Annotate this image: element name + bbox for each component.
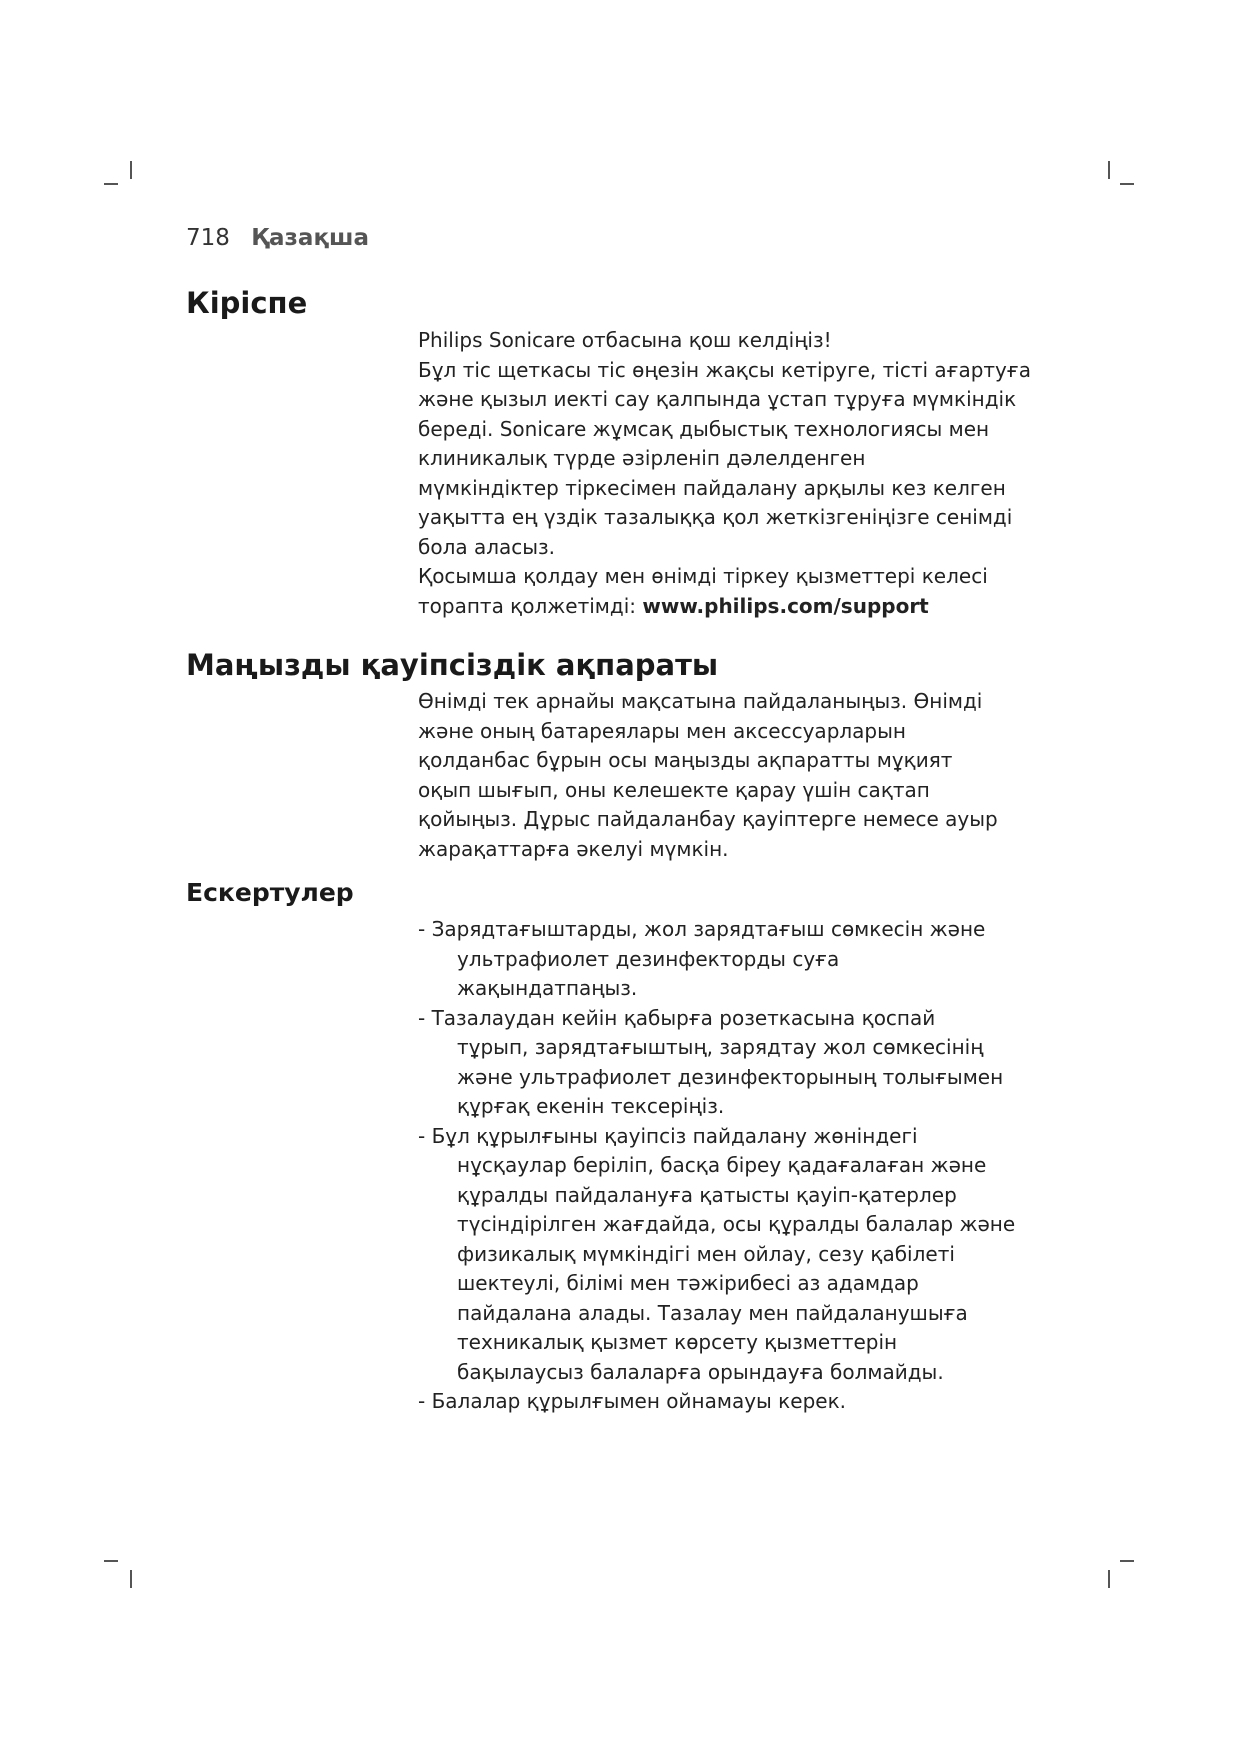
intro-line: уақытта ең үздік тазалыққа қол жеткізгеніңізге сенімді [418,505,1013,529]
page-language: Қазақша [251,225,370,251]
intro-line: береді. Sonicare жұмсақ дыбыстық технологиясы мен [418,416,990,441]
support-prefix: торапта қолжетімді: [418,593,643,618]
warning-item [418,915,1058,1004]
intro-text [418,326,1058,621]
crop-mark-bottom-right-h [1120,1560,1134,1562]
warning-line: - Тазалаудан кейін қабырға розеткасына қоспай [418,1005,936,1030]
intro-line: бола аласыз. [418,534,556,559]
warning-line: және ультрафиолет дезинфекторының толығымен [457,1064,1004,1089]
safety-line: және оның батареялары мен аксессуарларын [418,718,906,743]
crop-mark-top-left-h [104,183,118,185]
warning-line: - Зарядтағыштарды, жол зарядтағыш сөмкесін және [418,917,986,941]
warning-line: бақылаусыз балаларға орындауға болмайды. [457,1359,944,1384]
warnings-heading: Ескертулер [186,878,354,907]
warning-line: құралды пайдалануға қатысты қауіп-қатерлер [457,1182,957,1207]
intro-line-support [418,592,1058,622]
warning-item [418,1387,1058,1417]
warning-line: тұрып, зарядтағыштың, зарядтау жол сөмкесінің [457,1035,984,1059]
intro-line: және қызыл иекті сау қалпында ұстап тұруға мүмкіндік [418,387,1017,411]
page-header [186,224,369,252]
intro-line: Philips Sonicare отбасына қош келдіңіз! [418,328,832,352]
intro-line: клиникалық түрде әзірленіп дәлелденген [418,446,866,470]
crop-mark-top-right-v [1108,161,1110,179]
warning-line: пайдалана алады. Тазалау мен пайдаланушыға [457,1300,968,1325]
crop-mark-bottom-right-v [1108,1570,1110,1588]
safety-line: қолданбас бұрын осы маңызды ақпаратты мұқият [418,748,953,772]
warning-line: физикалық мүмкіндігі мен ойлау, сезу қабілеті [457,1241,955,1266]
warning-item [418,1004,1058,1122]
intro-line: Қосымша қолдау мен өнімді тіркеу қызметтері келесі [418,564,988,588]
crop-mark-bottom-left-v [130,1570,132,1588]
safety-line: оқып шығып, оны келешекте қарау үшін сақтап [418,777,930,802]
safety-line: қойыңыз. Дұрыс пайдаланбау қауіптерге немесе ауыр [418,807,998,831]
crop-mark-bottom-left-h [104,1560,118,1562]
warning-line: жақындатпаңыз. [457,976,638,1000]
crop-mark-top-left-v [130,161,132,179]
warning-line: құрғақ екенін тексеріңіз. [457,1094,725,1118]
safety-line: жарақаттарға әкелуі мүмкін. [418,836,729,861]
intro-line: мүмкіндіктер тіркесімен пайдалану арқылы кез келген [418,475,1006,500]
warning-line: түсіндірілген жағдайда, осы құралды балалар және [457,1212,1016,1236]
safety-heading: Маңызды қауіпсіздік ақпараты [186,648,719,682]
warning-line: нұсқаулар беріліп, басқа біреу қадағалаған және [457,1153,987,1177]
page-number: 718 [186,225,230,251]
safety-text [418,687,1058,864]
warning-line: ультрафиолет дезинфекторды суға [457,946,840,971]
warning-line: - Балалар құрылғымен ойнамауы керек. [418,1389,847,1413]
warning-line: - Бұл құрылғыны қауіпсіз пайдалану жөніндегі [418,1123,918,1148]
intro-heading: Кіріспе [186,286,308,320]
warning-line: техникалық қызмет көрсету қызметтерін [457,1330,898,1354]
safety-line: Өнімді тек арнайы мақсатына пайдаланыңыз. Өнімді [418,689,983,713]
support-url: www.philips.com/support [642,593,929,618]
intro-line: Бұл тіс щеткасы тіс өңезін жақсы кетіруге, тісті ағартуға [418,357,1031,382]
warning-item [418,1122,1058,1388]
warning-line: шектеулі, білімі мен тәжірибесі аз адамдар [457,1271,919,1295]
warnings-list [418,915,1058,1417]
crop-mark-top-right-h [1120,183,1134,185]
